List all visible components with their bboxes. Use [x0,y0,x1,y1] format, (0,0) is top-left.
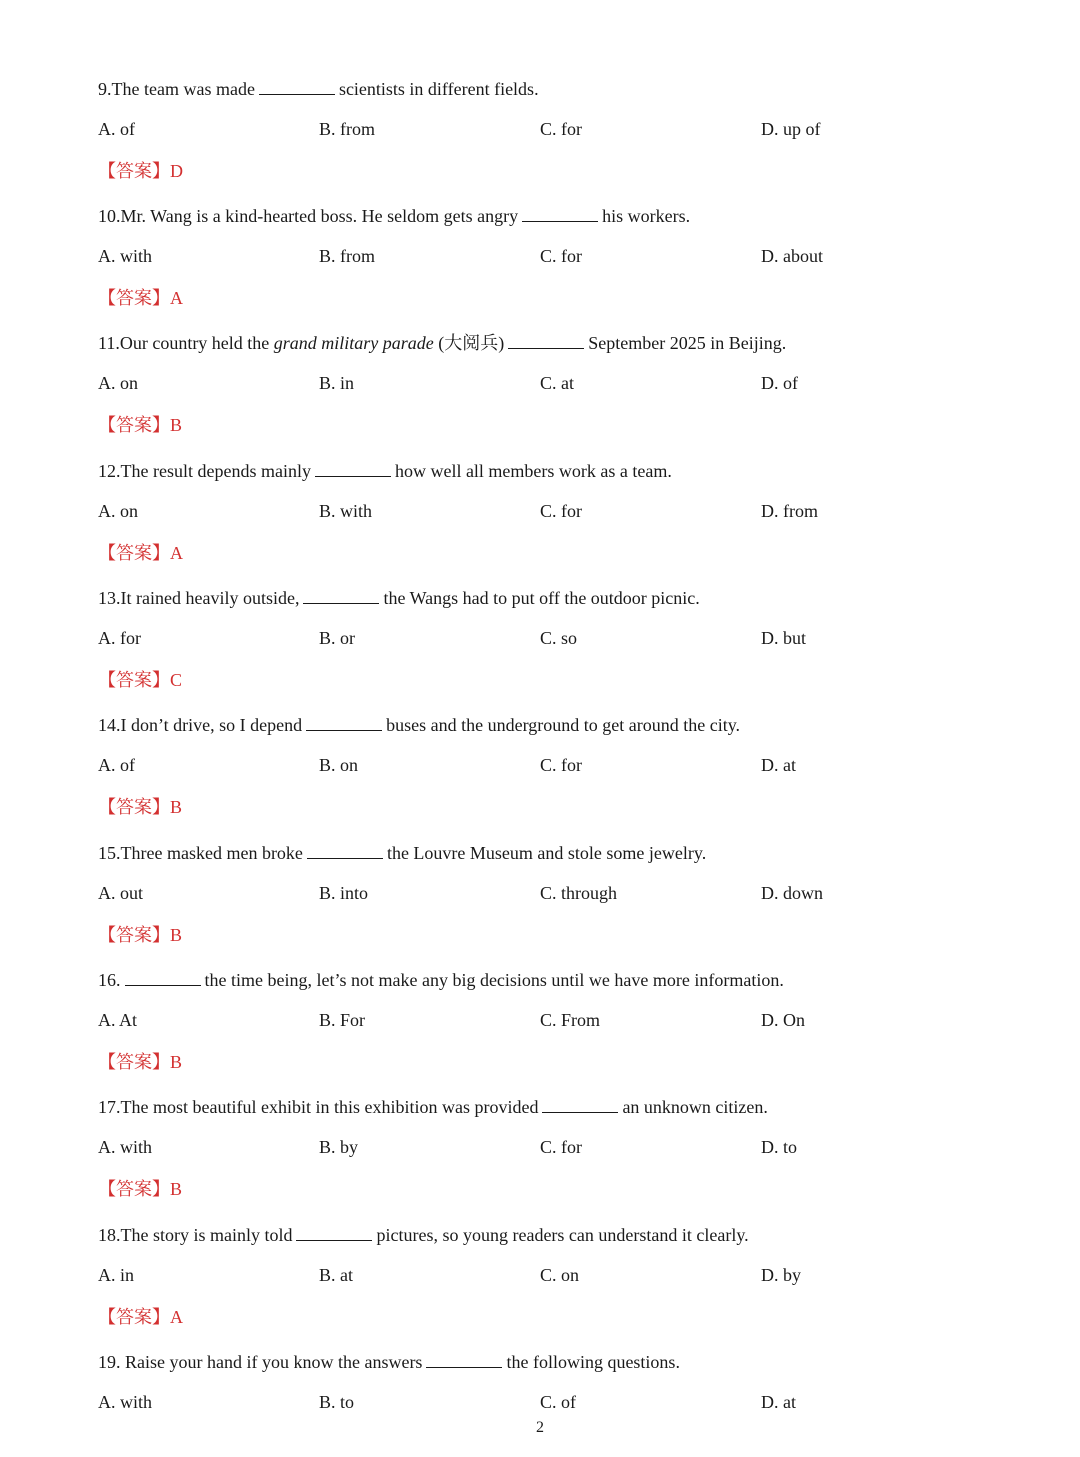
answer-17 [98,1178,182,1201]
answer-18 [98,1306,183,1329]
question-italic-term: grand military parade [273,333,434,353]
question-text-end: how well all members work as a team. [394,461,672,481]
answer-blank [306,712,382,731]
answer-value: A [170,543,183,563]
answer-15 [98,924,182,947]
answer-label: 答案 [116,670,152,690]
option-c: C. for [540,755,582,775]
answer-value: A [170,288,183,308]
option-a: A. At [98,1010,138,1030]
option-b: B. into [319,883,369,903]
question-text-end: September 2025 in Beijing. [588,333,787,353]
answer-blank [315,458,391,477]
option-c: C. for [540,119,582,139]
question-10 [98,203,690,227]
option-d: D. at [761,1392,796,1412]
option-c: C. of [540,1392,576,1412]
answer-blank [259,76,335,95]
question-text: 19. Raise your hand if you know the answers [98,1352,423,1372]
option-a: A. on [98,373,138,393]
answer-blank [125,967,201,986]
option-c: C. for [540,246,582,266]
bracket-left: 【 [98,670,116,691]
question-text-end: pictures, so young readers can understand it clearly. [376,1225,749,1245]
option-d: D. down [761,883,823,903]
answer-11 [98,414,182,437]
answer-label: 答案 [116,415,152,435]
option-d: D. at [761,755,796,775]
question-text-end: an unknown citizen. [622,1097,768,1117]
option-b: B. by [319,1137,359,1157]
answer-label: 答案 [116,543,152,563]
answer-blank [426,1349,502,1368]
page-number: 2 [536,1419,544,1436]
option-c: C. for [540,501,582,521]
option-a: A. with [98,1137,152,1157]
answer-value: D [170,161,183,181]
option-b: B. from [319,246,375,266]
option-a: A. of [98,119,135,139]
answer-value: B [170,1179,183,1199]
bracket-right: 】 [152,415,170,436]
option-a: A. in [98,1265,134,1285]
answer-blank [508,330,584,349]
answer-value: A [170,1307,183,1327]
question-text: 13.It rained heavily outside, [98,588,300,608]
option-c: C. on [540,1265,580,1285]
option-a: A. of [98,755,135,775]
question-text: 10.Mr. Wang is a kind-hearted boss. He seldom gets angry [98,206,519,226]
answer-16 [98,1051,182,1074]
bracket-right: 】 [152,797,170,818]
question-11 [98,330,786,354]
option-c: C. through [540,883,618,903]
option-b: B. with [319,501,373,521]
question-text: 12.The result depends mainly [98,461,311,481]
bracket-right: 】 [152,288,170,309]
answer-blank [296,1222,372,1241]
question-18 [98,1222,749,1246]
option-b: B. on [319,755,359,775]
question-text-end: scientists in different fields. [338,79,539,99]
question-12 [98,458,672,482]
bracket-right: 】 [152,1307,170,1328]
question-16 [98,967,784,991]
question-14 [98,712,740,736]
question-text: 18.The story is mainly told [98,1225,293,1245]
question-text-end: the following questions. [506,1352,680,1372]
bracket-right: 】 [152,670,170,691]
answer-label: 答案 [116,925,152,945]
question-text-end: the Louvre Museum and stole some jewelry. [386,843,707,863]
answer-10 [98,287,183,310]
question-text-end: the Wangs had to put off the outdoor picnic. [383,588,700,608]
answer-label: 答案 [116,1179,152,1199]
option-d: D. about [761,246,823,266]
bracket-left: 【 [98,1307,116,1328]
answer-14 [98,796,182,819]
option-d: D. by [761,1265,801,1285]
option-d: D. but [761,628,806,648]
bracket-right: 】 [152,925,170,946]
question-19 [98,1349,680,1373]
answer-value: B [170,415,183,435]
answer-blank [522,203,598,222]
option-b: B. at [319,1265,353,1285]
question-gloss: (大阅兵) [438,333,505,353]
answer-label: 答案 [116,797,152,817]
question-text: 16. [98,970,121,990]
option-a: A. with [98,1392,152,1412]
option-b: B. in [319,373,355,393]
answer-12 [98,542,183,565]
bracket-left: 【 [98,1052,116,1073]
bracket-left: 【 [98,1179,116,1200]
bracket-right: 】 [152,161,170,182]
question-9 [98,76,539,100]
question-text-end: the time being, let’s not make any big decisions until we have more information. [204,970,784,990]
bracket-right: 】 [152,1179,170,1200]
question-text-end: his workers. [602,206,691,226]
option-d: D. On [761,1010,805,1030]
answer-blank [542,1094,618,1113]
question-13 [98,585,700,609]
answer-label: 答案 [116,161,152,181]
bracket-left: 【 [98,161,116,182]
answer-value: C [170,670,183,690]
option-b: B. For [319,1010,366,1030]
question-text: 11.Our country held the [98,333,270,353]
bracket-left: 【 [98,543,116,564]
option-c: C. so [540,628,578,648]
option-a: A. with [98,246,152,266]
answer-blank [307,840,383,859]
answer-label: 答案 [116,288,152,308]
option-c: C. From [540,1010,601,1030]
answer-label: 答案 [116,1307,152,1327]
answer-blank [303,585,379,604]
option-c: C. for [540,1137,582,1157]
option-b: B. from [319,119,375,139]
option-a: A. for [98,628,141,648]
option-d: D. to [761,1137,797,1157]
question-text: 17.The most beautiful exhibit in this exhibition was provided [98,1097,539,1117]
answer-13 [98,669,182,692]
question-text: 15.Three masked men broke [98,843,303,863]
question-text-end: buses and the underground to get around the city. [386,715,741,735]
option-a: A. out [98,883,143,903]
option-b: B. to [319,1392,355,1412]
option-c: C. at [540,373,574,393]
option-d: D. up of [761,119,821,139]
answer-value: B [170,797,183,817]
bracket-right: 】 [152,1052,170,1073]
answer-value: B [170,925,183,945]
bracket-left: 【 [98,415,116,436]
question-text: 14.I don’t drive, so I depend [98,715,303,735]
option-a: A. on [98,501,138,521]
option-d: D. of [761,373,798,393]
bracket-left: 【 [98,288,116,309]
question-15 [98,840,706,864]
answer-value: B [170,1052,183,1072]
bracket-left: 【 [98,797,116,818]
answer-9 [98,160,183,183]
option-b: B. or [319,628,355,648]
option-d: D. from [761,501,818,521]
bracket-left: 【 [98,925,116,946]
question-text: 9.The team was made [98,79,255,99]
bracket-right: 】 [152,543,170,564]
answer-label: 答案 [116,1052,152,1072]
question-17 [98,1094,768,1118]
